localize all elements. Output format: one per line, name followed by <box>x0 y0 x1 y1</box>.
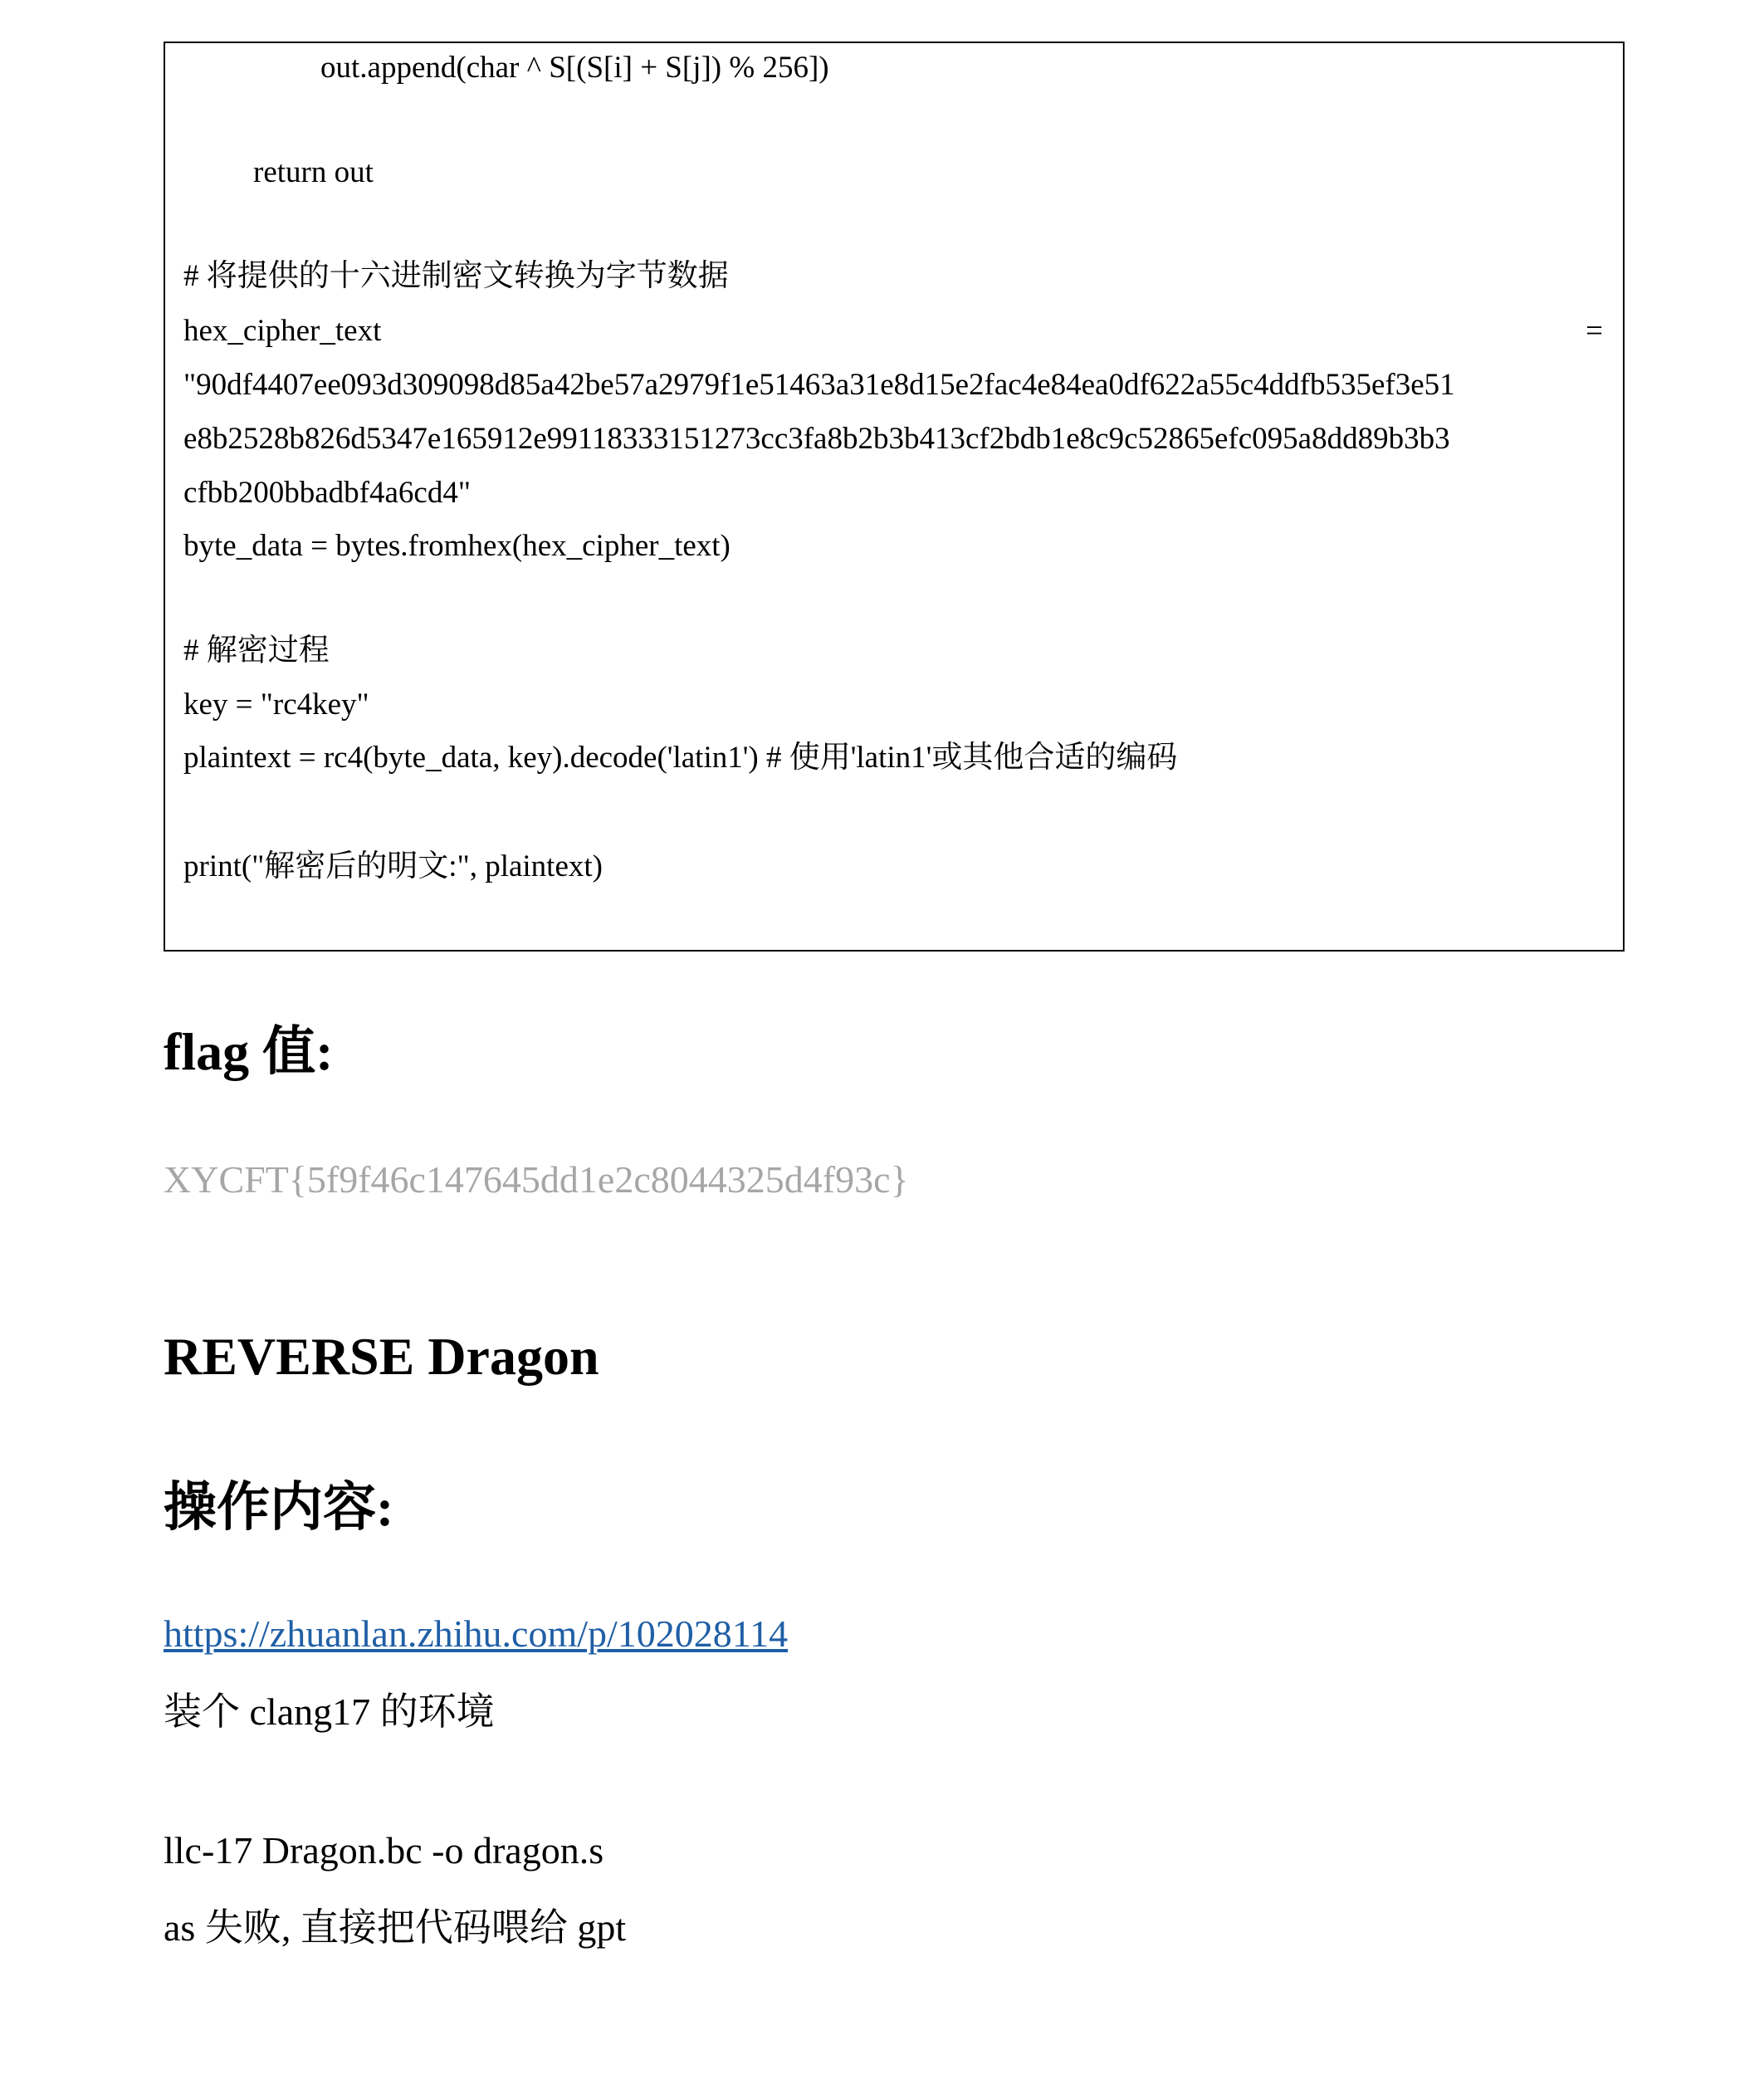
code-line-print: print("解密后的明文:", plaintext) <box>183 849 603 883</box>
code-line-append: out.append(char ^ S[(S[i] + S[j]) % 256]) <box>320 51 829 85</box>
code-comment-convert: # 将提供的十六进制密文转换为字节数据 <box>183 259 729 293</box>
code-block <box>164 42 1625 952</box>
code-line-hex-1: "90df4407ee093d309098d85a42be57a2979f1e51463a31e8d15e2fac4e84ea0df622a55c4ddfb535ef3e51 <box>183 368 1455 402</box>
code-line-hex-2: e8b2528b826d5347e165912e99118333151273cc3fa8b2b3b413cf2bdb1e8c9c52865efc095a8dd89b3b3 <box>183 422 1450 456</box>
paragraph-gpt: as 失败, 直接把代码喂给 gpt <box>164 1906 627 1949</box>
code-line-key: key = "rc4key" <box>183 687 369 722</box>
code-line-hex-3: cfbb200bbadbf4a6cd4" <box>183 476 471 510</box>
flag-value: XYCFT{5f9f46c147645dd1e2c8044325d4f93c} <box>164 1158 909 1201</box>
flag-heading: flag 值: <box>164 1022 334 1081</box>
code-line-plaintext: plaintext = rc4(byte_data, key).decode('latin1') # 使用'latin1'或其他合适的编码 <box>183 741 1178 775</box>
section-title: REVERSE Dragon <box>164 1327 599 1386</box>
code-line-hex-var: hex_cipher_text <box>183 314 382 348</box>
paragraph-llc: llc-17 Dragon.bc -o dragon.s <box>164 1829 604 1871</box>
paragraph-env: 装个 clang17 的环境 <box>164 1690 495 1733</box>
code-line-bytes: byte_data = bytes.fromhex(hex_cipher_text) <box>183 529 731 563</box>
zhihu-link[interactable]: https://zhuanlan.zhihu.com/p/102028114 <box>164 1612 789 1655</box>
code-line-return: return out <box>253 155 374 189</box>
code-line-equals: = <box>1586 314 1603 348</box>
code-comment-decrypt: # 解密过程 <box>183 634 330 668</box>
ops-heading: 操作内容: <box>164 1478 394 1537</box>
